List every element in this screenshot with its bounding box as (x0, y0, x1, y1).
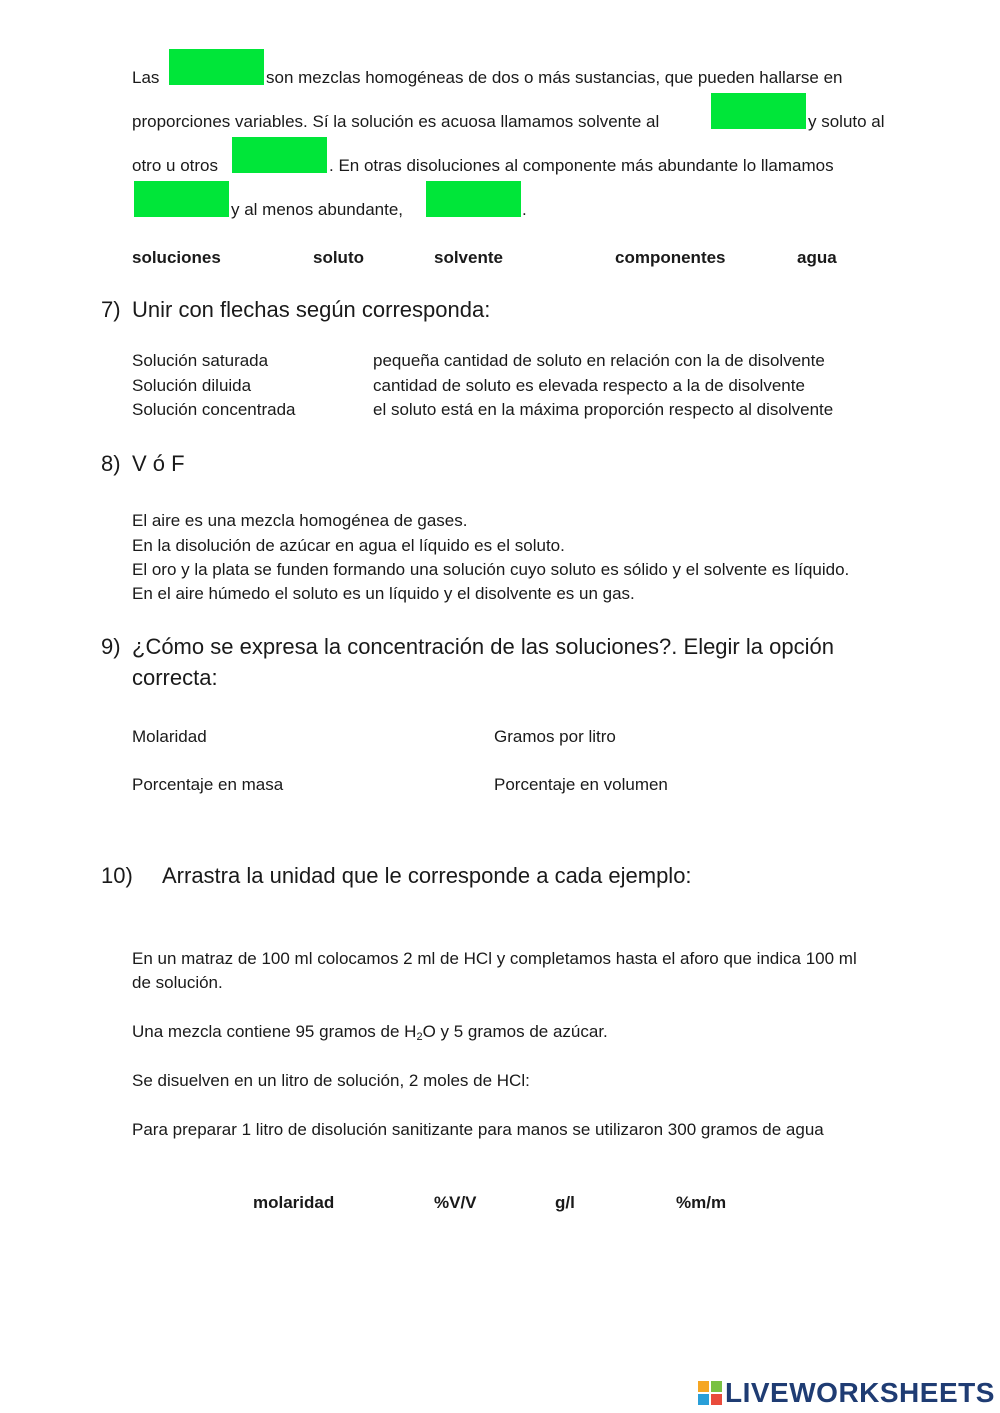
subscript: 2 (416, 1031, 423, 1043)
example-text: Para preparar 1 litro de disolución sanitizante para manos se utilizaron 300 gramos de agua (132, 1120, 824, 1139)
choice-option[interactable]: Porcentaje en masa (132, 775, 284, 794)
word-bank-item[interactable]: soluto (313, 248, 364, 267)
question-title: Arrastra la unidad que le corresponde a cada ejemplo: (162, 863, 692, 888)
word-bank-item[interactable]: solvente (434, 248, 503, 267)
match-left-item[interactable]: Solución saturada (132, 351, 269, 370)
choice-option[interactable]: Molaridad (132, 727, 207, 746)
choice-option[interactable]: Gramos por litro (494, 727, 616, 746)
true-false-statement: En el aire húmedo el soluto es un líquido y el disolvente es un gas. (132, 584, 635, 603)
question-number: 8) (101, 451, 121, 476)
question-title-line1: ¿Cómo se expresa la concentración de las soluciones?. Elegir la opción (132, 634, 834, 659)
text-line4-b: . (522, 200, 527, 219)
text-line2-a: proporciones variables. Sí la solución es acuosa llamamos solvente al (132, 112, 660, 131)
example-text: En un matraz de 100 ml colocamos 2 ml de HCl y completamos hasta el aforo que indica 100 ml (132, 949, 857, 968)
drop-zone-2[interactable] (711, 93, 806, 129)
question-number: 9) (101, 634, 121, 659)
logo-blocks-icon (698, 1381, 722, 1405)
drop-zone-1[interactable] (169, 49, 264, 85)
liveworksheets-logo (698, 1377, 995, 1409)
example-text-part: Una mezcla contiene 95 gramos de H (132, 1022, 417, 1041)
match-right-item[interactable]: cantidad de soluto es elevada respecto a la de disolvente (373, 376, 805, 395)
example-text: Se disuelven en un litro de solución, 2 moles de HCl: (132, 1071, 530, 1090)
drop-zone-3[interactable] (232, 137, 327, 173)
question-title-line2: correcta: (132, 665, 218, 690)
question-title: V ó F (132, 451, 185, 476)
word-bank-item[interactable]: agua (797, 248, 837, 267)
word-bank-item[interactable]: componentes (615, 248, 726, 267)
match-left-item[interactable]: Solución concentrada (132, 400, 296, 419)
example-text: de solución. (132, 973, 223, 992)
text-line1-b: son mezclas homogéneas de dos o más sustancias, que pueden hallarse en (266, 68, 843, 87)
match-right-item[interactable]: el soluto está en la máxima proporción respecto al disolvente (373, 400, 834, 419)
unit-option[interactable]: %m/m (676, 1193, 727, 1212)
choice-option[interactable]: Porcentaje en volumen (494, 775, 668, 794)
text-line3-b: . En otras disoluciones al componente más abundante lo llamamos (329, 156, 834, 175)
drop-zone-5[interactable] (426, 181, 521, 217)
question-number: 7) (101, 297, 121, 322)
match-right-item[interactable]: pequeña cantidad de soluto en relación con la de disolvente (373, 351, 825, 370)
question-number: 10) (101, 863, 133, 888)
unit-option[interactable]: molaridad (253, 1193, 335, 1212)
true-false-statement: El aire es una mezcla homogénea de gases. (132, 511, 468, 530)
text-line4-a: y al menos abundante, (231, 200, 404, 219)
unit-option[interactable]: g/l (555, 1193, 575, 1212)
text-line3-a: otro u otros (132, 156, 218, 175)
word-bank-item[interactable]: soluciones (132, 248, 221, 267)
unit-option[interactable]: %V/V (434, 1193, 477, 1212)
match-left-item[interactable]: Solución diluida (132, 376, 252, 395)
text-line2-b: y soluto al (808, 112, 885, 131)
example-text-part: O y 5 gramos de azúcar. (422, 1022, 608, 1041)
true-false-statement: En la disolución de azúcar en agua el líquido es el soluto. (132, 536, 565, 555)
logo-text: LIVEWORKSHEETS (725, 1377, 995, 1408)
question-title: Unir con flechas según corresponda: (132, 297, 491, 322)
example-text (132, 1022, 608, 1043)
text-line1-a: Las (132, 68, 160, 87)
true-false-statement: El oro y la plata se funden formando una solución cuyo soluto es sólido y el solvente es líquido. (132, 560, 850, 579)
drop-zone-4[interactable] (134, 181, 229, 217)
